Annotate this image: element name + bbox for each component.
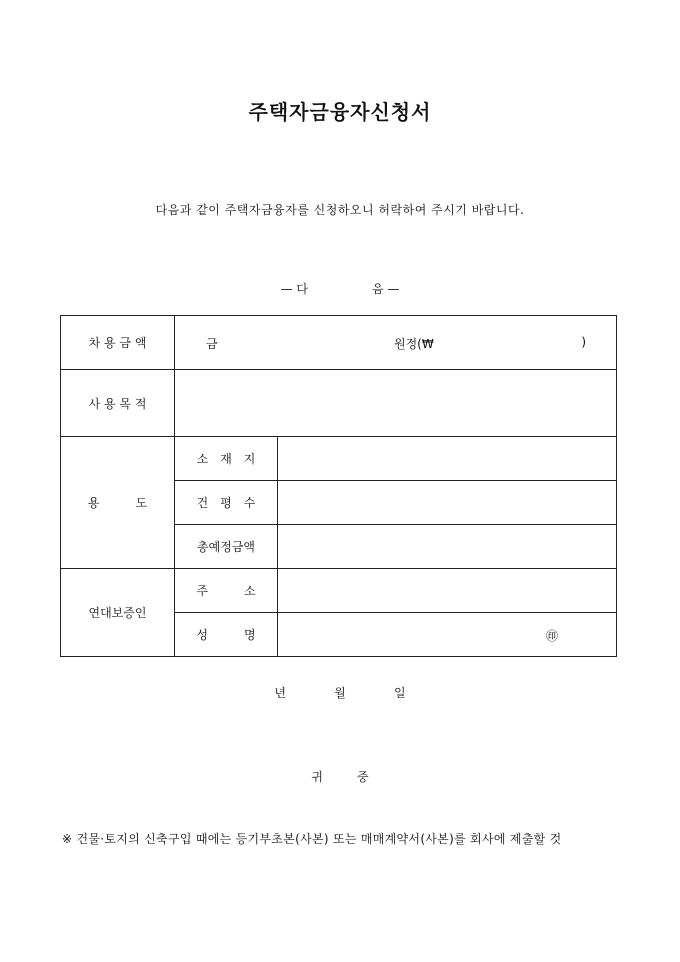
- date-line: [0, 684, 680, 701]
- name-field[interactable]: [278, 613, 617, 657]
- purpose-label: 사 용 목 적: [61, 370, 175, 437]
- address-label: 주 소: [175, 569, 278, 613]
- guarantor-label: 연대보증인: [61, 569, 175, 657]
- floor-area-label: 건 평 수: [175, 481, 278, 525]
- total-cost-label: 총예정금액: [175, 525, 278, 569]
- address-field[interactable]: [278, 569, 617, 613]
- recipient-line: [0, 768, 680, 785]
- seal-mark: ㊞: [545, 629, 558, 643]
- location-label: 소 재 지: [175, 437, 278, 481]
- floor-area-field[interactable]: [278, 481, 617, 525]
- loan-amount-field[interactable]: [175, 316, 617, 370]
- loan-amount-row: [61, 316, 617, 370]
- usage-label: 용 도: [61, 437, 175, 569]
- purpose-field[interactable]: [175, 370, 617, 437]
- application-form-table: [60, 315, 617, 657]
- amount-won-text: 원정(₩: [394, 337, 434, 351]
- amount-close-paren: ): [581, 335, 586, 349]
- usage-location-row: [61, 437, 617, 481]
- recipient-left: 귀: [311, 770, 323, 784]
- document-title: 주택자금융자신청서: [248, 100, 432, 124]
- date-month: 월: [334, 686, 346, 700]
- loan-amount-label: 차 용 금 액: [61, 316, 175, 370]
- amount-prefix: 금: [206, 337, 218, 351]
- section-heading-left: — 다: [280, 282, 308, 296]
- section-heading-right: 음 —: [372, 282, 400, 296]
- date-day: 일: [394, 686, 406, 700]
- footnote: ※ 건물·토지의 신축구입 때에는 등기부초본(사본) 또는 매매계약서(사본)를 회사에 제출할 것: [62, 832, 562, 846]
- name-label: 성 명: [175, 613, 278, 657]
- intro-text: 다음과 같이 주택자금융자를 신청하오니 허락하여 주시기 바랍니다.: [155, 203, 525, 217]
- date-year: 년: [274, 686, 286, 700]
- section-heading: [0, 280, 680, 297]
- recipient-right: 중: [357, 770, 369, 784]
- purpose-row: [61, 370, 617, 437]
- location-field[interactable]: [278, 437, 617, 481]
- total-cost-field[interactable]: [278, 525, 617, 569]
- guarantor-address-row: [61, 569, 617, 613]
